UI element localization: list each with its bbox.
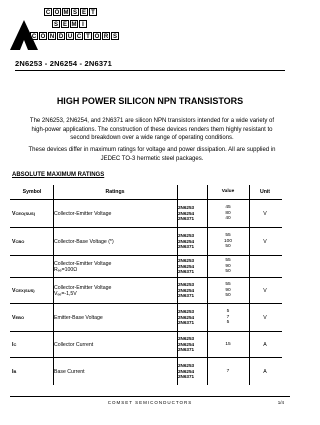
device-name: 2N6253 bbox=[178, 309, 195, 315]
unit-cell: V bbox=[263, 287, 267, 294]
rating-value: 50 bbox=[225, 269, 231, 275]
value-cell bbox=[208, 256, 248, 277]
logo-letter: O bbox=[54, 10, 60, 16]
logo-letter: O bbox=[94, 34, 100, 40]
logo-letter: D bbox=[58, 34, 64, 40]
rating-text: Collector-Emitter Voltage bbox=[54, 284, 112, 291]
rating-cell bbox=[54, 358, 176, 385]
rating-text: Collector-Emitter Voltage bbox=[54, 260, 112, 267]
symbol-text: I bbox=[12, 368, 14, 375]
device-name: 2N6254 bbox=[178, 287, 195, 293]
symbol-subscript: B bbox=[13, 369, 17, 374]
logo-row-semi bbox=[52, 20, 87, 28]
logo-letter: E bbox=[62, 22, 67, 28]
document-heading: HIGH POWER SILICON NPN TRANSISTORS bbox=[56, 96, 244, 106]
device-name: 2N6254 bbox=[178, 314, 195, 320]
device-name: 2N6254 bbox=[178, 210, 195, 216]
logo-letter: T bbox=[84, 32, 92, 40]
unit-cell: A bbox=[263, 368, 267, 375]
rating-value: 7 bbox=[226, 368, 230, 374]
rating-cell bbox=[54, 228, 176, 255]
logo-letter: U bbox=[67, 34, 73, 40]
rating-value: 50 bbox=[225, 293, 231, 299]
rating-value: 45 bbox=[225, 205, 231, 211]
rating-cell bbox=[54, 256, 176, 277]
table-column-divider bbox=[249, 185, 250, 385]
unit-cell bbox=[250, 256, 280, 277]
footer-divider bbox=[10, 396, 290, 397]
description-paragraph: The 2N6253, 2N6254, and 2N6371 are silicon NPN transistors intended for a wide variety of high-power applications. The construction of these devices renders them highly resistant to second breakdown over a wide range of operating conditions. bbox=[29, 118, 275, 141]
footer-company: COMSET SEMICONDUCTORS bbox=[107, 400, 193, 405]
rating-value: 90 bbox=[225, 263, 231, 269]
device-name: 2N6253 bbox=[178, 363, 195, 369]
table-row bbox=[10, 331, 282, 357]
symbol-subscript: CEX(SUS) bbox=[15, 288, 35, 293]
device-cell bbox=[178, 256, 206, 277]
rating-value: 55 bbox=[225, 233, 231, 239]
rating-text: Emitter-Base Voltage bbox=[54, 314, 103, 321]
device-name: 2N6254 bbox=[178, 341, 195, 347]
rating-value: 90 bbox=[225, 287, 231, 293]
value-cell bbox=[208, 278, 248, 303]
symbol-cell bbox=[12, 278, 52, 303]
table-column-divider bbox=[177, 185, 178, 385]
header-unit: Unit bbox=[259, 189, 271, 195]
device-name: 2N6371 bbox=[178, 216, 195, 222]
rating-value: 7 bbox=[226, 314, 230, 320]
rating-text: Collector-Emitter Voltage bbox=[54, 210, 112, 217]
value-cell bbox=[208, 200, 248, 227]
ratings-table bbox=[10, 185, 282, 385]
rating-condition: Vₑₑ=-1,5V bbox=[54, 290, 77, 297]
logo-row-conductors bbox=[30, 32, 119, 40]
table-row bbox=[10, 303, 282, 331]
logo-letter: E bbox=[81, 10, 86, 16]
table-column-divider bbox=[207, 185, 208, 385]
symbol-cell bbox=[12, 358, 52, 385]
device-name: 2N6371 bbox=[178, 374, 195, 380]
logo-letter: S bbox=[53, 22, 58, 28]
logo-letter: S bbox=[112, 34, 117, 40]
symbol-text: I bbox=[12, 341, 14, 348]
logo-letter: M bbox=[71, 22, 77, 28]
table-row bbox=[10, 277, 282, 303]
rating-text: Base Current bbox=[54, 368, 85, 375]
symbol-text: V bbox=[12, 287, 16, 294]
logo-letter: I bbox=[79, 20, 87, 28]
symbol-text: V bbox=[12, 314, 16, 321]
part-title: 2N6253 - 2N6254 - 2N6371 bbox=[15, 59, 112, 68]
device-cell bbox=[178, 332, 206, 357]
header-value: Value bbox=[221, 189, 235, 195]
symbol-text: V bbox=[12, 238, 16, 245]
rating-value: 15 bbox=[225, 341, 231, 347]
device-name: 2N6371 bbox=[178, 320, 195, 326]
rating-text: Collector-Base Voltage (*) bbox=[54, 238, 114, 245]
symbol-cell bbox=[12, 256, 52, 277]
logo-letter: R bbox=[103, 34, 109, 40]
rating-value: 5 bbox=[226, 320, 230, 326]
device-cell bbox=[178, 228, 206, 255]
device-name: 2N6253 bbox=[178, 336, 195, 342]
unit-cell: V bbox=[263, 314, 267, 321]
table-row bbox=[10, 255, 282, 277]
logo-letter: S bbox=[72, 10, 77, 16]
rating-condition: Rₑₑ=100Ω bbox=[54, 266, 78, 273]
table-row bbox=[10, 199, 282, 227]
rating-cell bbox=[54, 304, 176, 331]
rating-cell bbox=[54, 200, 176, 227]
logo-letter: M bbox=[63, 10, 69, 16]
page-number: 1/4 bbox=[277, 400, 284, 405]
symbol-text: V bbox=[12, 210, 16, 217]
rating-value: 40 bbox=[225, 216, 231, 222]
device-name: 2N6253 bbox=[178, 205, 195, 211]
device-name: 2N6254 bbox=[178, 368, 195, 374]
device-name: 2N6371 bbox=[178, 269, 195, 275]
rating-text: Collector Current bbox=[54, 341, 94, 348]
header-ratings: Ratings bbox=[105, 189, 125, 195]
device-cell bbox=[178, 200, 206, 227]
unit-cell: V bbox=[263, 238, 267, 245]
device-name: 2N6371 bbox=[178, 293, 195, 299]
logo-letter: T bbox=[89, 8, 97, 16]
device-cell bbox=[178, 278, 206, 303]
device-cell bbox=[178, 358, 206, 385]
device-name: 2N6253 bbox=[178, 258, 195, 264]
unit-cell: V bbox=[263, 210, 267, 217]
rating-value: 5 bbox=[226, 309, 230, 315]
header-symbol: Symbol bbox=[22, 189, 42, 195]
rating-value: 100 bbox=[223, 238, 232, 244]
value-cell bbox=[208, 332, 248, 357]
company-logo bbox=[8, 6, 128, 52]
device-cell bbox=[178, 304, 206, 331]
package-paragraph: These devices differ in maximum ratings for voltage and power dissipation. All are supplied in JEDEC TO-3 hermetic steel packages. bbox=[28, 147, 276, 162]
symbol-subscript: CEO(SUS) bbox=[15, 211, 36, 216]
symbol-cell bbox=[12, 332, 52, 357]
device-name: 2N6253 bbox=[178, 282, 195, 288]
header-divider bbox=[15, 70, 285, 71]
value-cell bbox=[208, 228, 248, 255]
symbol-cell bbox=[12, 200, 52, 227]
logo-letter: C bbox=[31, 34, 37, 40]
rating-value: 80 bbox=[225, 210, 231, 216]
value-cell bbox=[208, 358, 248, 385]
rating-cell bbox=[54, 332, 176, 357]
rating-value: 55 bbox=[225, 258, 231, 264]
symbol-cell bbox=[12, 304, 52, 331]
rating-value: 50 bbox=[225, 244, 231, 250]
device-name: 2N6254 bbox=[178, 238, 195, 244]
device-name: 2N6371 bbox=[178, 347, 195, 353]
value-cell bbox=[208, 304, 248, 331]
logo-letter: O bbox=[40, 34, 46, 40]
table-header bbox=[10, 185, 282, 199]
logo-letter: C bbox=[76, 34, 82, 40]
symbol-subscript: EBO bbox=[15, 315, 25, 320]
table-row bbox=[10, 357, 282, 385]
device-name: 2N6253 bbox=[178, 233, 195, 239]
section-title: ABSOLUTE MAXIMUM RATINGS bbox=[12, 172, 105, 178]
logo-letter: N bbox=[49, 34, 55, 40]
logo-row-comset bbox=[44, 8, 97, 16]
symbol-subscript: C bbox=[13, 342, 17, 347]
device-name: 2N6254 bbox=[178, 263, 195, 269]
rating-cell bbox=[54, 278, 176, 303]
device-name: 2N6371 bbox=[178, 244, 195, 250]
unit-cell: A bbox=[263, 341, 267, 348]
logo-letter: C bbox=[45, 10, 51, 16]
rating-value: 55 bbox=[225, 282, 231, 288]
symbol-subscript: CBO bbox=[15, 239, 25, 244]
symbol-cell bbox=[12, 228, 52, 255]
table-row bbox=[10, 227, 282, 255]
table-column-divider bbox=[53, 185, 54, 385]
